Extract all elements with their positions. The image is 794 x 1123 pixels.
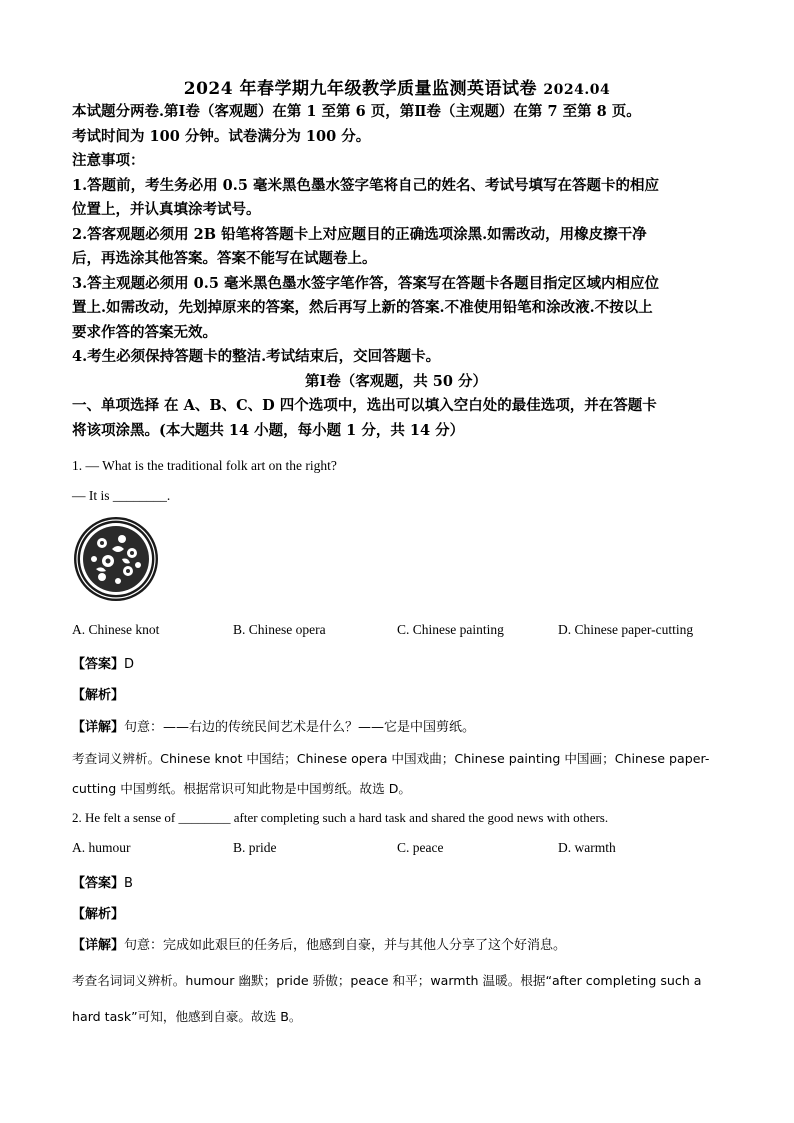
q1-explanation: 考查词义辨析。Chinese knot 中国结；Chinese opera 中国戏曲；Chinese painting 中国画；Chinese paper- [72, 751, 710, 766]
q1-options [72, 622, 732, 640]
section-instruction-cont: 将该项涂黑。(本大题共 14 小题，每小题 1 分，共 14 分） [72, 421, 465, 439]
q2-explanation-cont: hard task”可知，他感到自豪。故选 B。 [72, 1009, 302, 1024]
title-main: 2024 年春学期九年级教学质量监测英语试卷 [183, 79, 537, 99]
instructions [72, 100, 720, 443]
q2-stem: 2. He felt a sense of ________ after completing such a hard task and shared the good news with others. [72, 810, 609, 825]
q1-option-c[interactable]: C. Chinese painting [397, 622, 504, 637]
part1-heading: 第Ⅰ卷（客观题，共 50 分） [304, 372, 488, 390]
section-instruction: 一、单项选择 在 A、B、C、D 四个选项中，选出可以填入空白处的最佳选项，并在答题卡 [72, 397, 657, 414]
q1-reply: — It is ________. [72, 488, 171, 503]
note-4: 4.考生必须保持答题卡的整洁.考试结束后，交回答题卡。 [72, 348, 441, 365]
detail-label: 【详解】 [72, 720, 125, 735]
detail-label: 【详解】 [72, 938, 125, 953]
title-date: 2024.04 [543, 82, 611, 98]
q1-option-d[interactable]: D. Chinese paper-cutting [558, 622, 694, 637]
intro-line: 考试时间为 100 分钟。试卷满分为 100 分。 [72, 127, 371, 145]
q2-option-c[interactable]: C. peace [397, 840, 444, 855]
analysis-label: 【解析】 [72, 688, 125, 703]
note-2-cont: 后，再选涂其他答案。答案不能写在试题卷上。 [72, 250, 377, 267]
q2-explanation: 考查名词词义辨析。humour 幽默；pride 骄傲；peace 和平；warmth 温暖。根据“after completing such a [72, 973, 702, 988]
note-1: 1.答题前，考生务必用 0.5 毫米黑色墨水签字笔将自己的姓名、考试号填写在答题卡的相应 [72, 176, 659, 194]
note-1-cont: 位置上，并认真填涂考试号。 [72, 201, 261, 218]
note-3-cont: 要求作答的答案无效。 [72, 323, 217, 341]
q2-answer [72, 872, 133, 891]
q1-option-a[interactable]: A. Chinese knot [72, 622, 160, 637]
detail-text: 句意：完成如此艰巨的任务后，他感到自豪，并与其他人分享了这个好消息。 [124, 938, 567, 953]
q1-analysis [72, 684, 124, 703]
answer-label: 【答案】 [72, 657, 125, 672]
detail-text: 句意：——右边的传统民间艺术是什么？——它是中国剪纸。 [124, 720, 476, 735]
answer-value: B [124, 876, 133, 891]
q2-detail [72, 934, 566, 953]
answer-label: 【答案】 [72, 876, 125, 891]
note-2: 2.答客观题必须用 2B 铅笔将答题卡上对应题目的正确选项涂黑.如需改动，用橡皮擦干净 [72, 225, 647, 243]
analysis-label: 【解析】 [72, 907, 125, 922]
page-title [0, 74, 794, 99]
q1-detail [72, 716, 475, 735]
q1-explanation-cont: cutting 中国剪纸。根据常识可知此物是中国剪纸。故选 D。 [72, 781, 412, 796]
q2-options [72, 840, 732, 858]
note-3: 3.答主观题必须用 0.5 毫米黑色墨水签字笔作答，答案写在答题卡各题目指定区域内相应位 [72, 274, 659, 292]
answer-value: D [124, 657, 135, 672]
q1-answer [72, 653, 134, 672]
q2-option-b[interactable]: B. pride [233, 840, 277, 855]
notes-title: 注意事项： [72, 152, 145, 169]
q2-analysis [72, 903, 124, 922]
q2-option-d[interactable]: D. warmth [558, 840, 616, 855]
paper-cutting-seal-icon [72, 513, 160, 605]
q1-option-b[interactable]: B. Chinese opera [233, 622, 326, 637]
note-3-cont: 置上.如需改动，先划掉原来的答案，然后再写上新的答案.不准使用铅笔和涂改液.不按以上 [72, 299, 653, 316]
q2-option-a[interactable]: A. humour [72, 840, 131, 855]
q1-stem: 1. — What is the traditional folk art on the right? [72, 458, 337, 473]
intro-line: 本试题分两卷.第Ⅰ卷（客观题）在第 1 至第 6 页，第Ⅱ卷（主观题）在第 7 至第 8 页。 [72, 103, 641, 120]
